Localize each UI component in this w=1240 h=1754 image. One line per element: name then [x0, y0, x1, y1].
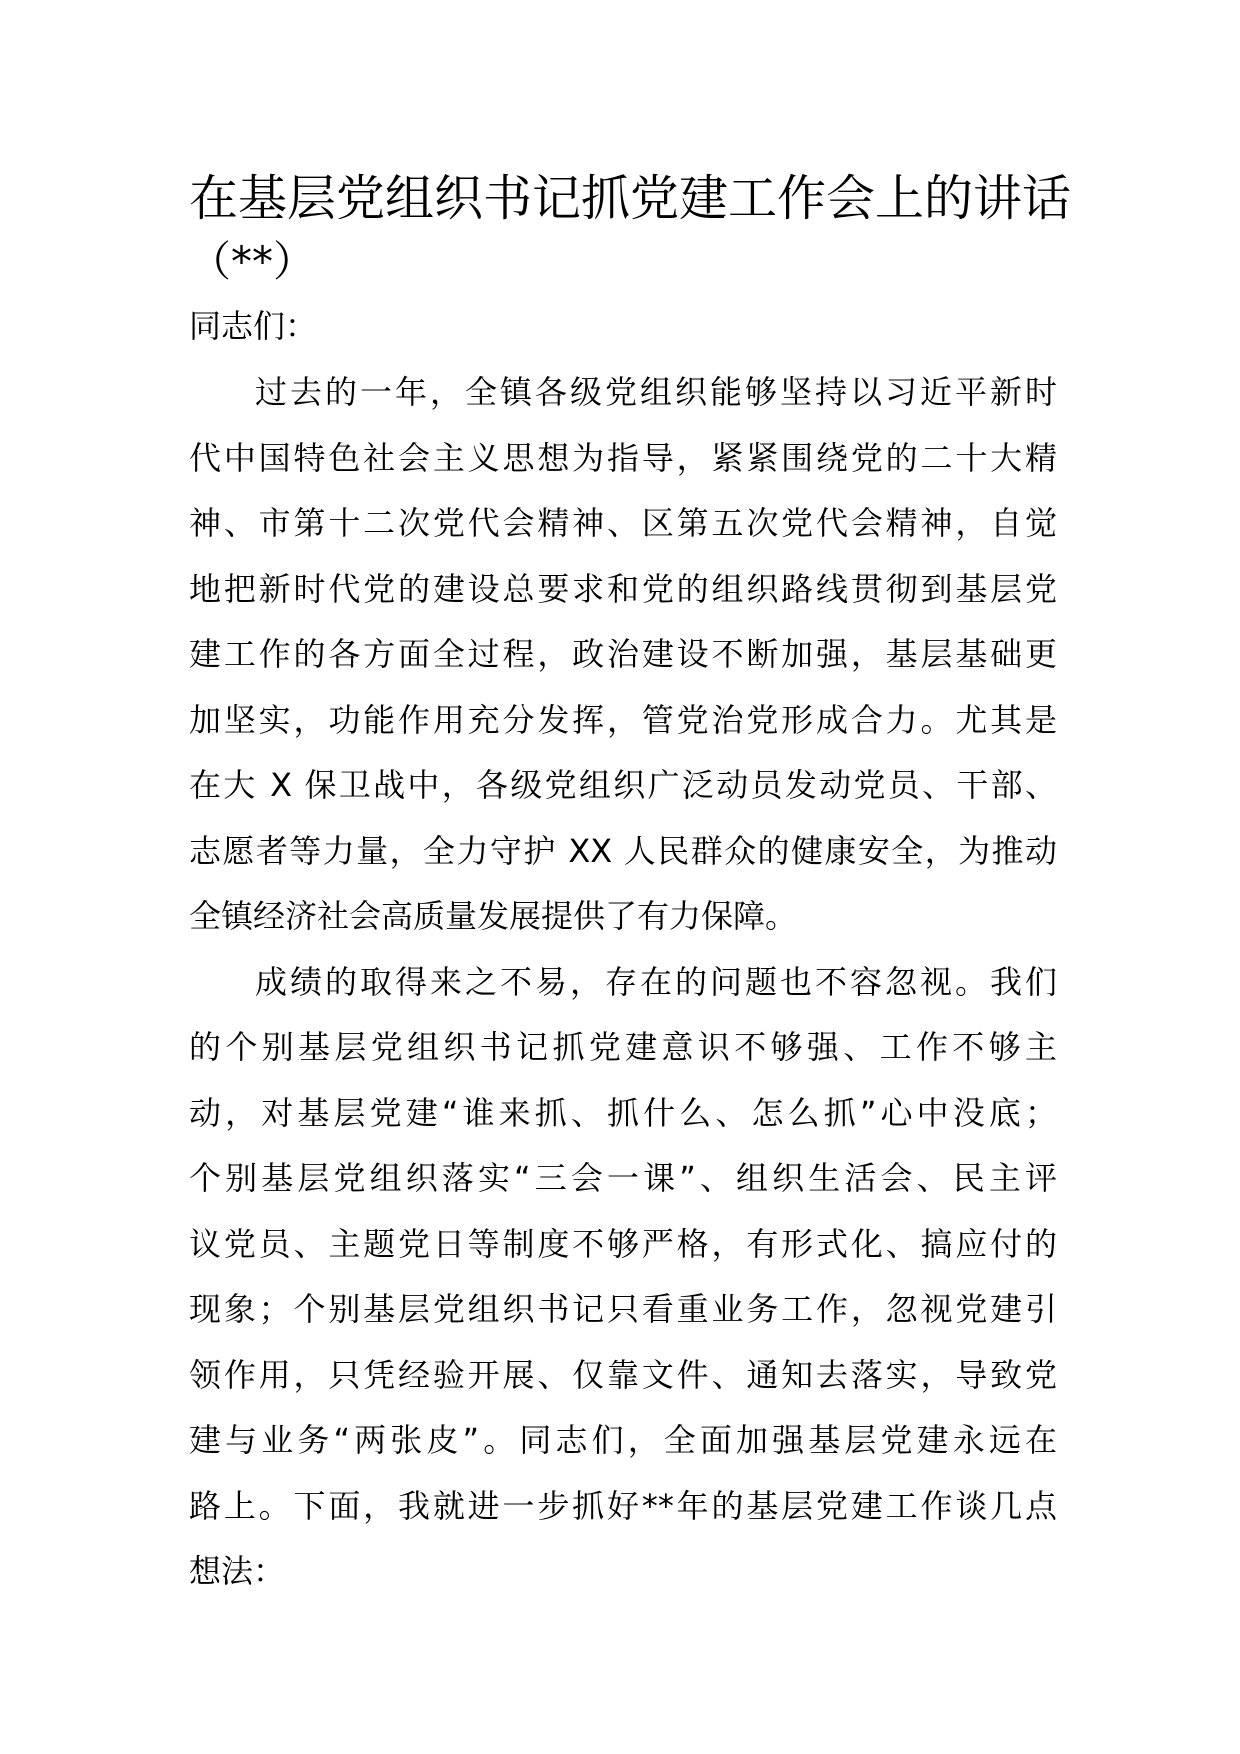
- paragraph-line: 议党员、主题党日等制度不够严格，有形式化、搞应付的: [189, 1224, 1057, 1263]
- paragraph-line: 建工作的各方面全过程，政治建设不断加强，基层基础更: [189, 635, 1057, 673]
- paragraph-line: 个别基层党组织落实“三会一课”、组织生活会、民主评: [189, 1159, 1057, 1197]
- paragraph-line: 建与业务“两张皮”。同志们，全面加强基层党建永远在: [189, 1421, 1057, 1459]
- paragraph-line: 加坚实，功能作用充分发挥，管党治党形成合力。尤其是: [189, 700, 1057, 739]
- paragraph-line: 神、市第十二次党代会精神、区第五次党代会精神，自觉: [189, 504, 1057, 542]
- paragraph: [189, 950, 1057, 1605]
- paragraph-line: 在大 X 保卫战中，各级党组织广泛动员发动党员、干部、: [189, 766, 1057, 804]
- paragraph-line: 动，对基层党建“谁来抓、抓什么、怎么抓”心中没底；: [189, 1093, 1057, 1132]
- paragraph-line: 想法：: [189, 1552, 286, 1590]
- paragraph: [189, 360, 1057, 950]
- paragraph-line: 代中国特色社会主义思想为指导，紧紧围绕党的二十大精: [189, 438, 1057, 477]
- paragraph-line: 全镇经济社会高质量发展提供了有力保障。: [189, 897, 798, 935]
- paragraph-line: 现象；个别基层党组织书记只看重业务工作，忽视党建引: [189, 1290, 1057, 1328]
- paragraph-line: 的个别基层党组织书记抓党建意识不够强、工作不够主: [189, 1028, 1057, 1066]
- paragraph-line: 领作用，只凭经验开展、仅靠文件、通知去落实，导致党: [189, 1355, 1057, 1394]
- document-title: 在基层党组织书记抓党建工作会上的讲话: [189, 170, 1072, 227]
- paragraph-line: 过去的一年，全镇各级党组织能够坚持以习近平新时: [255, 373, 1057, 411]
- paragraph-line: 志愿者等力量，全力守护 XX 人民群众的健康安全，为推动: [189, 831, 1057, 870]
- salutation: 同志们：: [189, 307, 318, 345]
- paragraph-line: 路上。下面，我就进一步抓好**年的基层党建工作谈几点: [189, 1486, 1057, 1525]
- paragraph-line: 成绩的取得来之不易，存在的问题也不容忽视。我们: [255, 962, 1057, 1001]
- paragraph-line: 地把新时代党的建设总要求和党的组织路线贯彻到基层党: [189, 569, 1057, 608]
- document-subtitle: （**）: [189, 237, 316, 286]
- document-body: [189, 360, 1057, 1605]
